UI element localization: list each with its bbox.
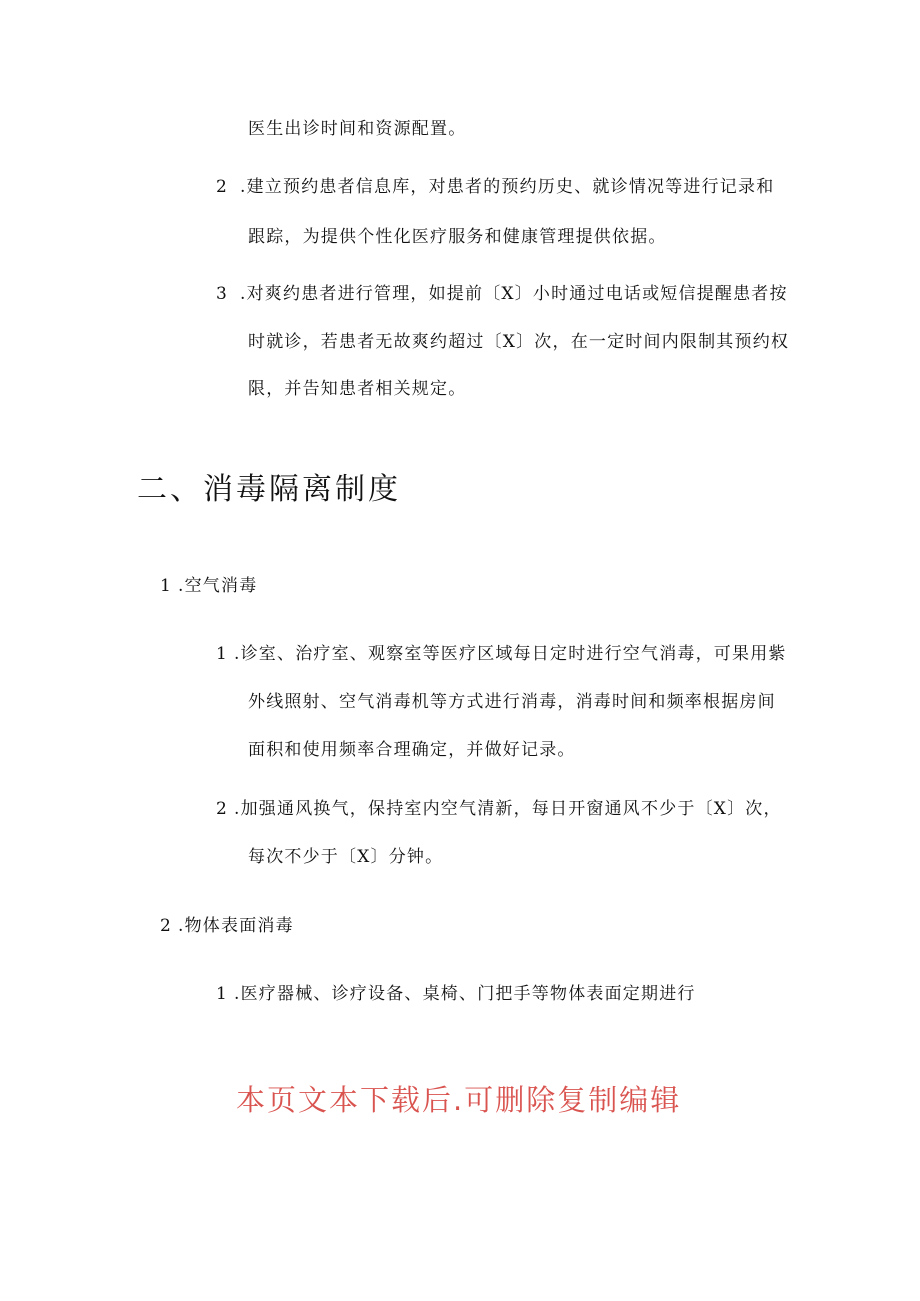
subsection-number: 2 — [160, 916, 171, 936]
list-item-number: 1 — [216, 644, 227, 664]
list-item-line: 面积和使用频率合理确定，并做好记录。 — [248, 740, 576, 760]
download-notice: 本页文本下载后.可删除复制编辑 — [236, 1083, 682, 1117]
list-item-line: 每次不少于〔X〕分钟。 — [248, 847, 444, 867]
list-item-line: .对爽约患者进行管理，如提前〔X〕小时通过电话或短信提醒患者按 — [240, 284, 788, 304]
subsection-title: .物体表面消毒 — [178, 916, 294, 936]
list-item-number: 1 — [216, 984, 227, 1004]
list-item-number: 3 — [216, 284, 227, 304]
list-item-line: 时就诊，若患者无故爽约超过〔X〕次，在一定时间内限制其预约权 — [248, 332, 790, 352]
section-title: 二、消毒隔离制度 — [137, 472, 401, 507]
list-item-line: 限，并告知患者相关规定。 — [248, 379, 467, 399]
subsection-title: .空气消毒 — [178, 576, 258, 596]
list-item-line: .建立预约患者信息库，对患者的预约历史、就诊情况等进行记录和 — [240, 177, 775, 197]
paragraph-continuation: 医生出诊时间和资源配置。 — [248, 119, 467, 139]
list-item-line: .加强通风换气，保持室内空气清新，每日开窗通风不少于〔X〕次， — [234, 799, 782, 819]
list-item-line: .医疗器械、诊疗设备、桌椅、门把手等物体表面定期进行 — [234, 984, 696, 1004]
subsection-number: 1 — [160, 576, 171, 596]
list-item-line: 跟踪，为提供个性化医疗服务和健康管理提供依据。 — [248, 227, 667, 247]
list-item-number: 2 — [216, 177, 227, 197]
list-item-line: .诊室、治疗室、观察室等医疗区域每日定时进行空气消毒，可果用紫 — [234, 644, 787, 664]
list-item-line: 外线照射、空气消毒机等方式进行消毒，消毒时间和频率根据房间 — [248, 692, 776, 712]
list-item-number: 2 — [216, 799, 227, 819]
